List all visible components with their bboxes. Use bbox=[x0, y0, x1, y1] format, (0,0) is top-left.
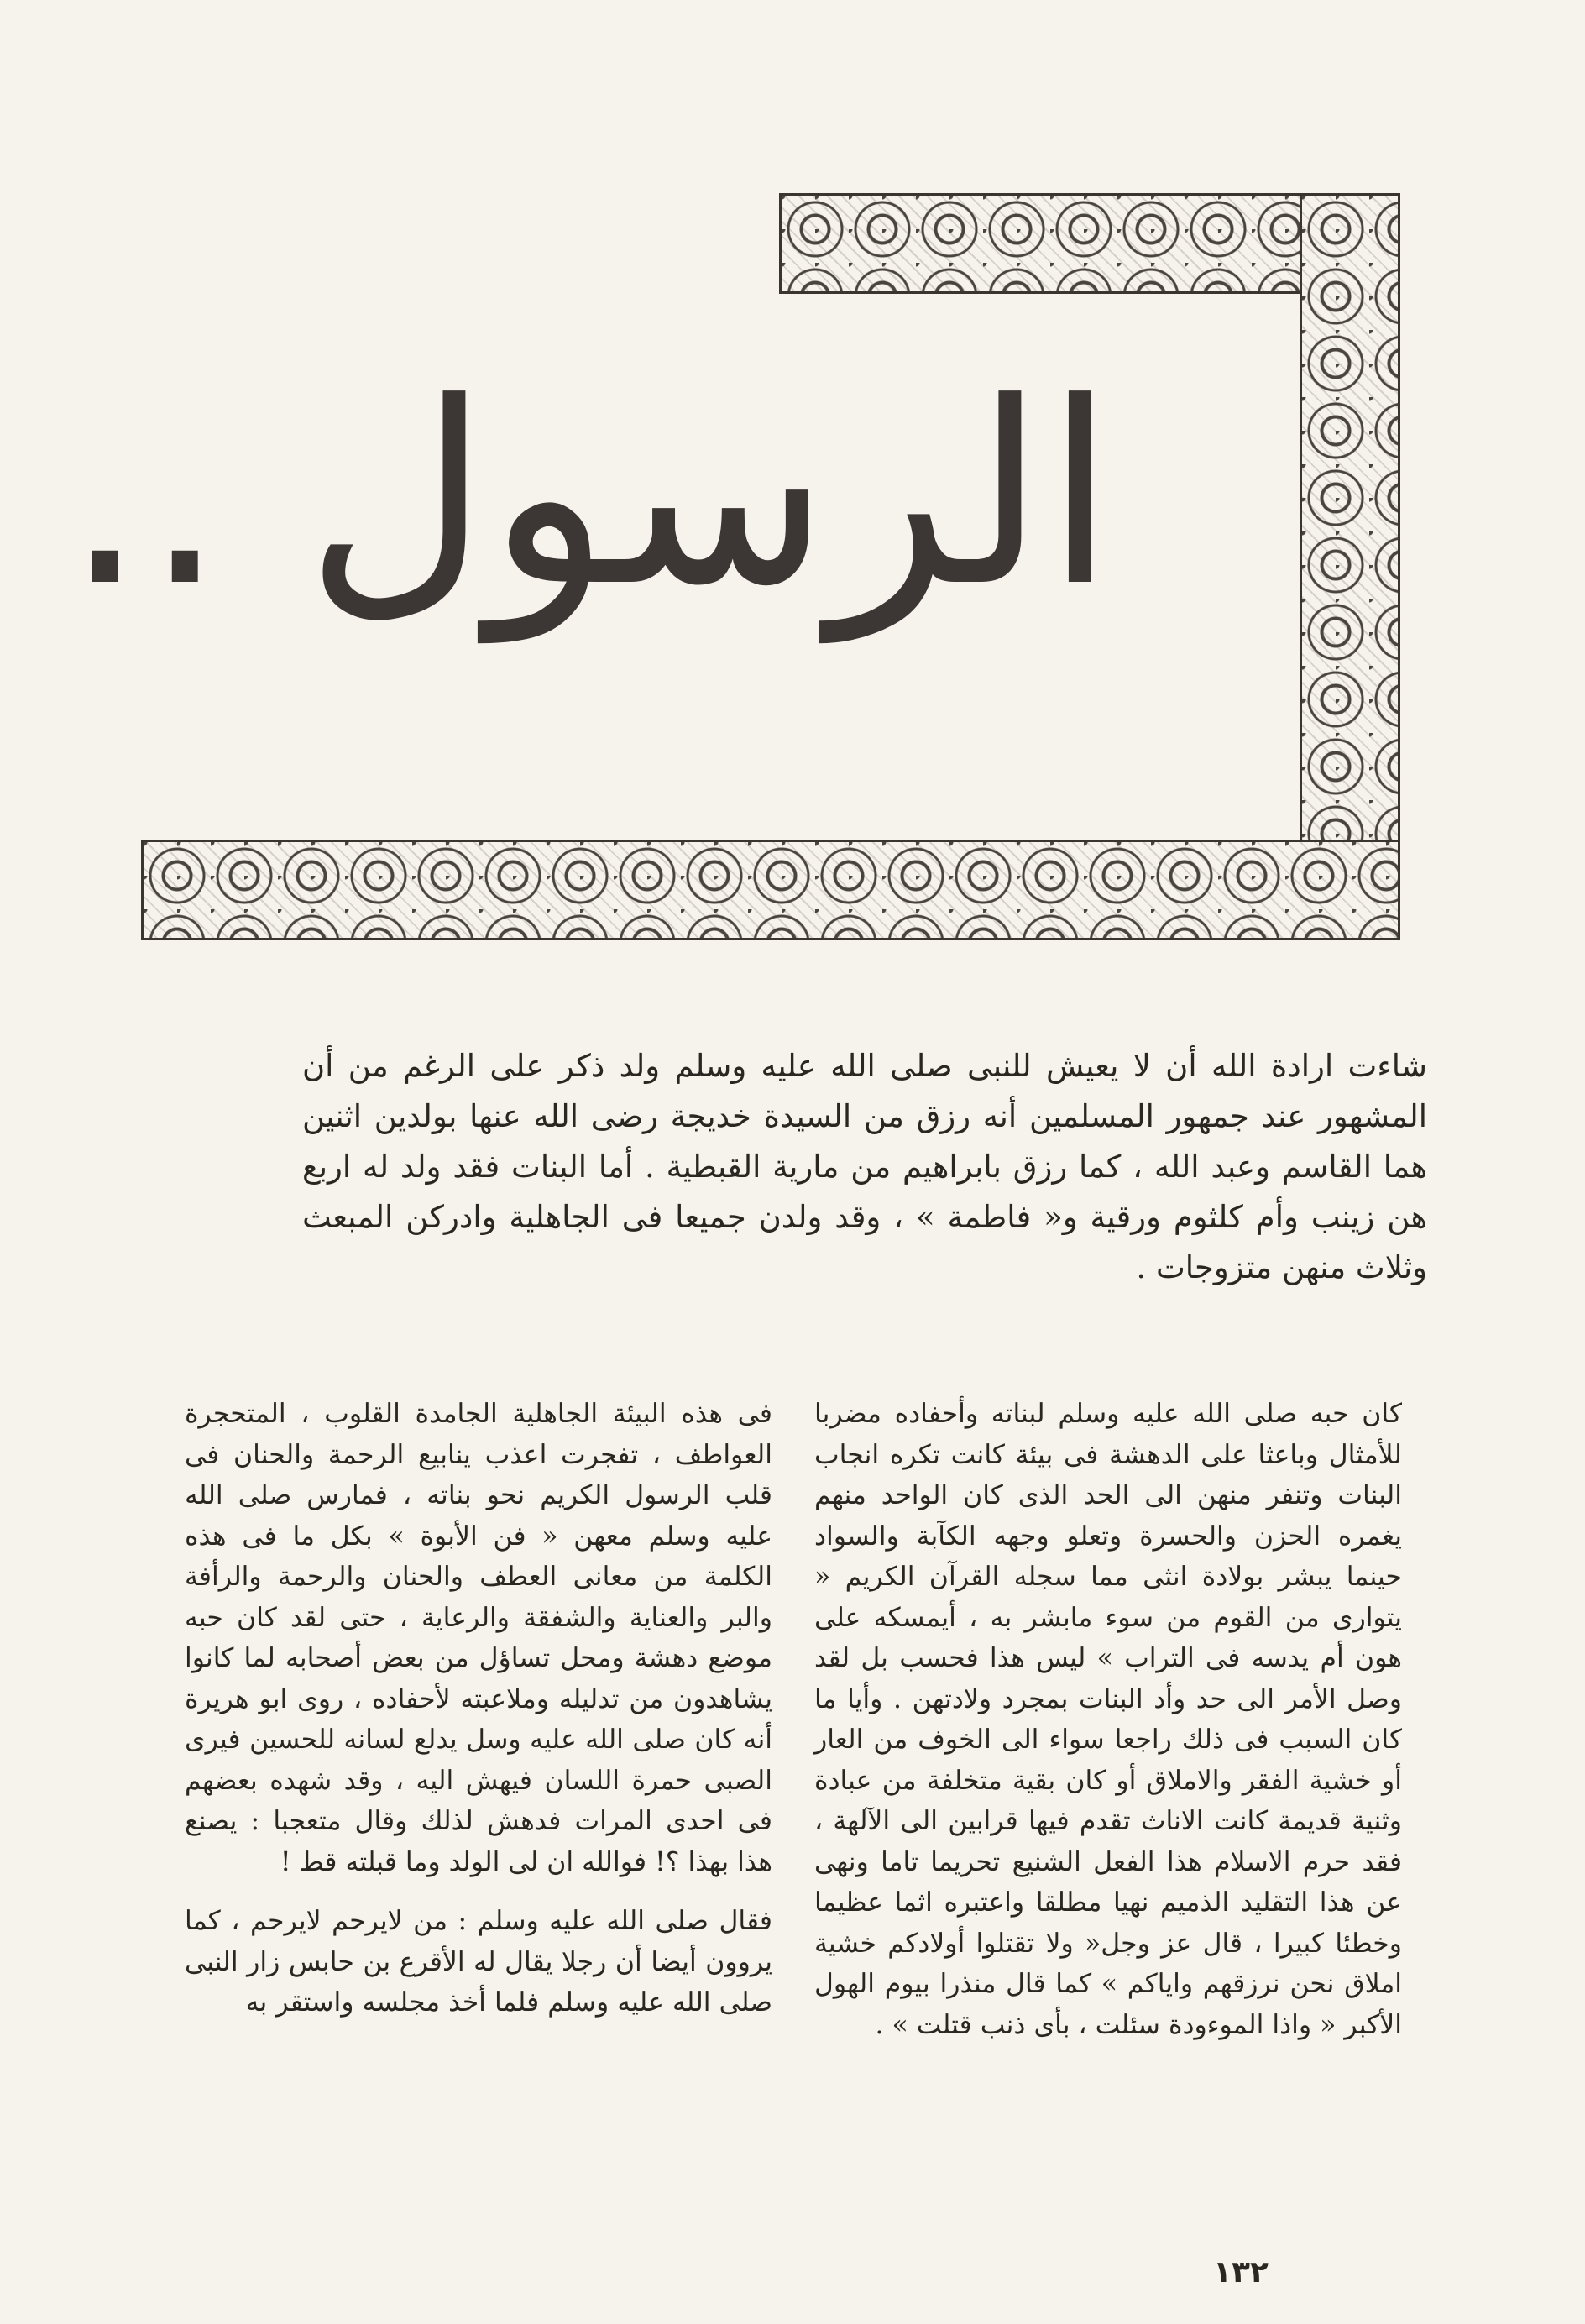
calligraphy-title: الرسول .. bbox=[65, 348, 1115, 641]
ornament-band-right bbox=[1300, 193, 1400, 940]
column-right-paragraph: كان حبه صلى الله عليه وسلم لبناته وأحفاده مضربا للأمثال وباعثا على الدهشة فى بيئة كانت تكره انجاب البنات وتنفر منهن الى الحد الذى كان الواحد منهم يغمره الحزن والحسرة وتعلو وجهه الكآبة والسواد حينما يبشر بولادة انثى مما سجله القرآن الكريم « يتوارى من القوم من سوء مابشر به ، أيمسكه على هون أم يدسه فى التراب » ليس هذا فحسب بل لقد وصل الأمر الى حد وأد البنات بمجرد ولادتهن . وأيا ما كان السبب فى ذلك راجعا سواء الى الخوف من العار أو خشية الفقر والاملاق أو كان بقية متخلفة من عبادة وثنية قديمة كانت الاناث تقدم فيها قرابين الى الآلهة ، فقد حرم الاسلام هذا الفعل الشنيع تحريما تاما ونهى عن هذا التقليد الذميم نهيا مطلقا واعتبره اثما عظيما وخطئا كبيرا ، قال عز وجل« ولا تقتلوا أولادكم خشية املاق نحن نرزقهم واياكم » كما قال منذرا بيوم الهول الأكبر « واذا الموءودة سئلت ، بأى ذنب قتلت » . bbox=[814, 1399, 1402, 2040]
article-column-right bbox=[814, 1394, 1402, 2064]
page-number: ١٣٢ bbox=[1213, 2255, 1269, 2290]
ornament-band-bottom bbox=[141, 840, 1400, 940]
column-left-paragraph: فى هذه البيئة الجاهلية الجامدة القلوب ، المتحجرة العواطف ، تفجرت اعذب ينابيع الرحمة والحنان فى قلب الرسول الكريم نحو بناته ، فمارس صلى الله عليه وسلم معهن « فن الأبوة » بكل ما فى هذه الكلمة من معانى العطف والحنان والرحمة والرأفة والبر والعناية والشفقة والرعاية ، حتى لقد كان حبه موضع دهشة ومحل تساؤل من بعض أصحابه لما كانوا يشاهدون من تدليله وملاعبته لأحفاده ، روى ابو هريرة أنه كان صلى الله عليه وسل يدلع لسانه للحسين فيرى الصبى حمرة اللسان فيهش اليه ، وقد شهده بعضهم فى احدى المرات فدهش لذلك وقال متعجبا : يصنع هذا بهذا ؟! فوالله ان لى الولد وما قبلته قط ! bbox=[185, 1399, 772, 1877]
article-column-left bbox=[185, 1394, 772, 2042]
column-left-paragraph-2: فقال صلى الله عليه وسلم : من لايرحم لايرحم ، كما يروون أيضا أن رجلا يقال له الأقرع بن حابس زار النبى صلى الله عليه وسلم فلما أخذ مجلسه واستقر به bbox=[185, 1906, 772, 2018]
intro-paragraph: شاءت ارادة الله أن لا يعيش للنبى صلى الله عليه وسلم ولد ذكر على الرغم من أن المشهور عند جمهور المسلمين أنه رزق من السيدة خديجة رضى الله عنها بولدين اثنين هما القاسم وعبد الله ، كما رزق بابراهيم من مارية القبطية . أما البنات فقد ولد له اربع هن زينب وأم كلثوم ورقية و« فاطمة » ، وقد ولدن جميعا فى الجاهلية وادركن المبعث وثلاث منهن متزوجات . bbox=[302, 1048, 1427, 1285]
